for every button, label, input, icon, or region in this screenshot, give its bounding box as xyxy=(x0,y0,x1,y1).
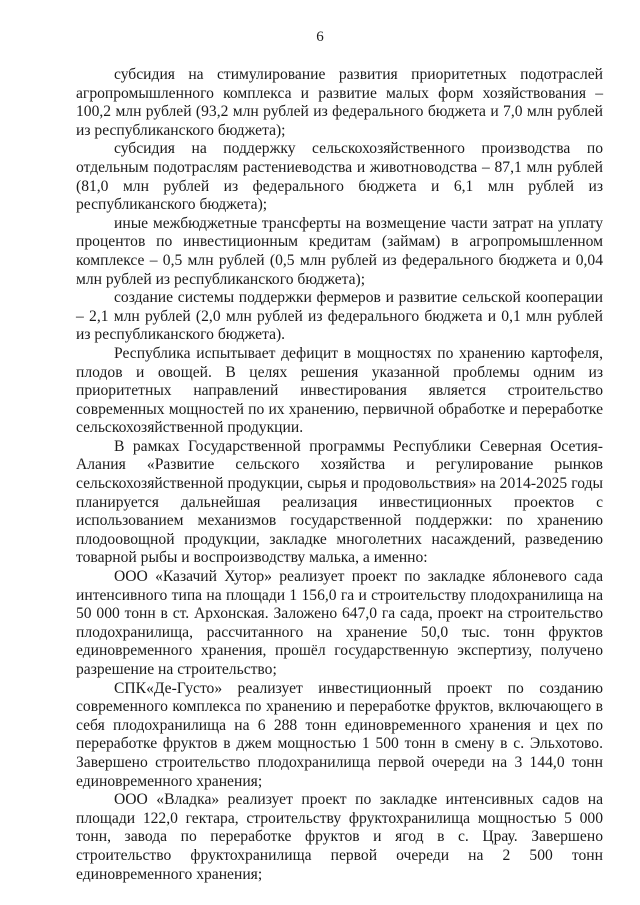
paragraph-subsidy-priority-subsectors: субсидия на стимулирование развития приоритетных подотраслей агропромышленного комплекса и развитие малых форм хозяйствования – 100,2 млн рублей (93,2 млн рублей из федерального бюджета и 7,0 млн рублей из республиканского бюджета); xyxy=(76,66,603,139)
paragraph-kazachiy-khutor: ООО «Казачий Хутор» реализует проект по закладке яблоневого сада интенсивного типа на площади 1 156,0 га и строительству плодохранилища на 50 000 тонн в ст. Архонская. Заложено 647,0 га сада, проект на строительство плодохранилища, рассчитанного на хранение 50,0 тыс. тонн фруктов единовременного хранения, прошёл государственную экспертизу, получено разрешение на строительство; xyxy=(76,568,603,678)
paragraph-interbudget-transfers: иные межбюджетные трансферты на возмещение части затрат на уплату процентов по инвестиционным кредитам (займам) в агропромышленном комплексе – 0,5 млн рублей (0,5 млн рублей из федерального бюджета и 0,04 млн рублей из республиканского бюджета); xyxy=(76,214,603,288)
paragraph-subsidy-crop-livestock: субсидия на поддержку сельскохозяйственного производства по отдельным подотраслям растениеводства и животноводства – 87,1 млн рублей (81,0 млн рублей из федерального бюджета и 6,1 млн рублей из республиканского бюджета); xyxy=(76,140,603,214)
page-number: 6 xyxy=(316,29,324,45)
paragraph-state-program: В рамках Государственной программы Республики Северная Осетия-Алания «Развитие сельского хозяйства и регулирование рынков сельскохозяйственной продукции, сырья и продовольствия» на 2014-2025 годы планируется дальнейшая реализация инвестиционных проектов с использованием механизмов государственной поддержки: по хранению плодоовощной продукции, закладке многолетних насаждений, разведению товарной рыбы и воспроизводству малька, а именно: xyxy=(76,437,603,567)
paragraph-farmer-cooperation: создание системы поддержки фермеров и развитие сельской кооперации – 2,1 млн рублей (2,0 млн рублей из федерального бюджета и 0,1 млн рублей из республиканского бюджета). xyxy=(76,289,603,344)
paragraph-storage-deficit: Республика испытывает дефицит в мощностях по хранению картофеля, плодов и овощей. В целях решения указанной проблемы одним из приоритетных направлений инвестирования является строительство современных мощностей по их хранению, первичной обработке и переработке сельскохозяйственной продукции. xyxy=(76,344,603,437)
paragraph-de-gusto: СПК«Де-Густо» реализует инвестиционный проект по созданию современного комплекса по хранению и переработке фруктов, включающего в себя плодохранилища на 6 288 тонн единовременного хранения и цех по переработке фруктов в джем мощностью 1 500 тонн в смену в с. Эльхотово. Завершено строительство плодохранилища первой очереди на 3 144,0 тонн единовременного хранения; xyxy=(76,679,603,790)
paragraph-vladka: ООО «Владка» реализует проект по закладке интенсивных садов на площади 122,0 гектара, строительству фруктохранилища мощностью 5 000 тонн, завода по переработке фруктов и ягод в с. Црау. Завершено строительство фруктохранилища первой очереди на 2 500 тонн единовременного хранения; xyxy=(76,791,603,883)
document-body xyxy=(76,66,603,884)
